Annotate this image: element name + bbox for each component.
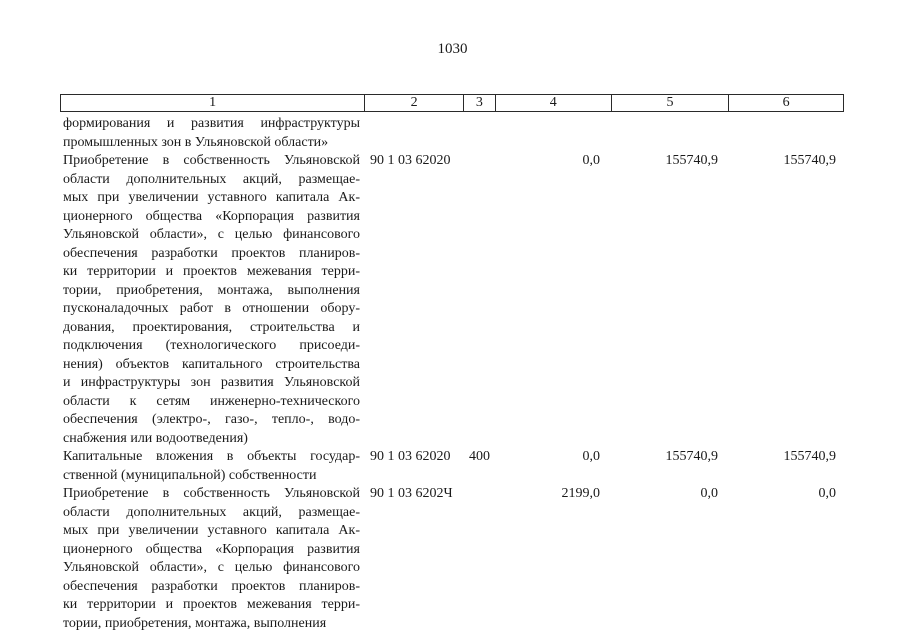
description-line: обеспечения (электро-, газо-, тепло-, водо- bbox=[63, 412, 360, 427]
description-line: области к сетям инженерно-технического bbox=[63, 393, 360, 409]
row-description bbox=[63, 448, 360, 485]
description-line: дования, проектирования, строительства и bbox=[63, 319, 360, 335]
description-line: ционерного общества «Корпорация развития bbox=[63, 208, 360, 224]
table-row bbox=[63, 485, 853, 633]
description-line: нения) объектов капитального строительства bbox=[63, 356, 360, 372]
description-line: промышленных зон в Ульяновской области» bbox=[63, 134, 329, 150]
description-line: формирования и развития инфраструктуры bbox=[63, 116, 360, 131]
target-article-code: 90 1 03 62020 bbox=[370, 153, 451, 168]
amount-column-4: 2199,0 bbox=[561, 486, 600, 501]
description-line: обеспечения разработки проектов планиров- bbox=[63, 245, 360, 261]
description-line: и инфраструктуры зон развития Ульяновской bbox=[63, 375, 360, 390]
description-line: ционерного общества «Корпорация развития bbox=[63, 541, 360, 557]
amount-column-6: 155740,9 bbox=[783, 449, 836, 464]
table-header-row bbox=[60, 94, 844, 112]
description-line: мых при увеличении уставного капитала Ак- bbox=[63, 523, 360, 538]
description-line: обеспечения разработки проектов планиров- bbox=[63, 578, 360, 594]
description-line: тории, приобретения, монтажа, выполнения bbox=[63, 282, 360, 298]
description-line: ки территории и проектов межевания терри- bbox=[63, 597, 360, 612]
row-description bbox=[63, 485, 360, 633]
description-line: пусконаладочных работ в отношении обору- bbox=[63, 301, 360, 316]
page-number: 1030 bbox=[437, 41, 468, 57]
description-line: Приобретение в собственность Ульяновской bbox=[63, 153, 360, 168]
amount-column-5: 0,0 bbox=[700, 486, 718, 501]
amount-column-4: 0,0 bbox=[582, 449, 600, 464]
column-header-5: 5 bbox=[612, 95, 730, 111]
description-line: подключения (технологического присоеди- bbox=[63, 338, 360, 353]
amount-column-6: 155740,9 bbox=[783, 153, 836, 168]
amount-column-6: 0,0 bbox=[818, 486, 836, 501]
column-header-3: 3 bbox=[464, 95, 496, 111]
table-row bbox=[63, 152, 853, 448]
description-line: Ульяновской области», с целью финансового bbox=[63, 560, 360, 575]
column-header-2: 2 bbox=[365, 95, 464, 111]
column-header-1: 1 bbox=[61, 95, 365, 111]
description-line: Капитальные вложения в объекты государ- bbox=[63, 449, 360, 464]
column-header-4: 4 bbox=[496, 95, 612, 111]
description-line: Ульяновской области», с целью финансового bbox=[63, 227, 360, 242]
description-line: области дополнительных акций, размещае- bbox=[63, 171, 360, 187]
description-line: снабжения или водоотведения) bbox=[63, 430, 248, 446]
amount-column-5: 155740,9 bbox=[665, 449, 718, 464]
description-line: ственной (муниципальной) собственности bbox=[63, 467, 317, 483]
expense-group-code: 400 bbox=[469, 449, 490, 464]
column-header-6: 6 bbox=[782, 95, 790, 110]
description-line: мых при увеличении уставного капитала Ак- bbox=[63, 190, 360, 205]
description-line: Приобретение в собственность Ульяновской bbox=[63, 486, 360, 501]
description-line: тории, приобретения, монтажа, выполнения bbox=[63, 615, 327, 631]
row-description bbox=[63, 115, 360, 152]
amount-column-5: 155740,9 bbox=[665, 153, 718, 168]
amount-column-4: 0,0 bbox=[582, 153, 600, 168]
row-description bbox=[63, 152, 360, 448]
description-line: ки территории и проектов межевания терри- bbox=[63, 264, 360, 279]
description-line: области дополнительных акций, размещае- bbox=[63, 504, 360, 520]
table-body bbox=[63, 115, 853, 633]
target-article-code: 90 1 03 62020 bbox=[370, 449, 451, 464]
table-row bbox=[63, 448, 853, 485]
target-article-code: 90 1 03 6202Ч bbox=[370, 486, 453, 501]
table-row bbox=[63, 115, 853, 152]
